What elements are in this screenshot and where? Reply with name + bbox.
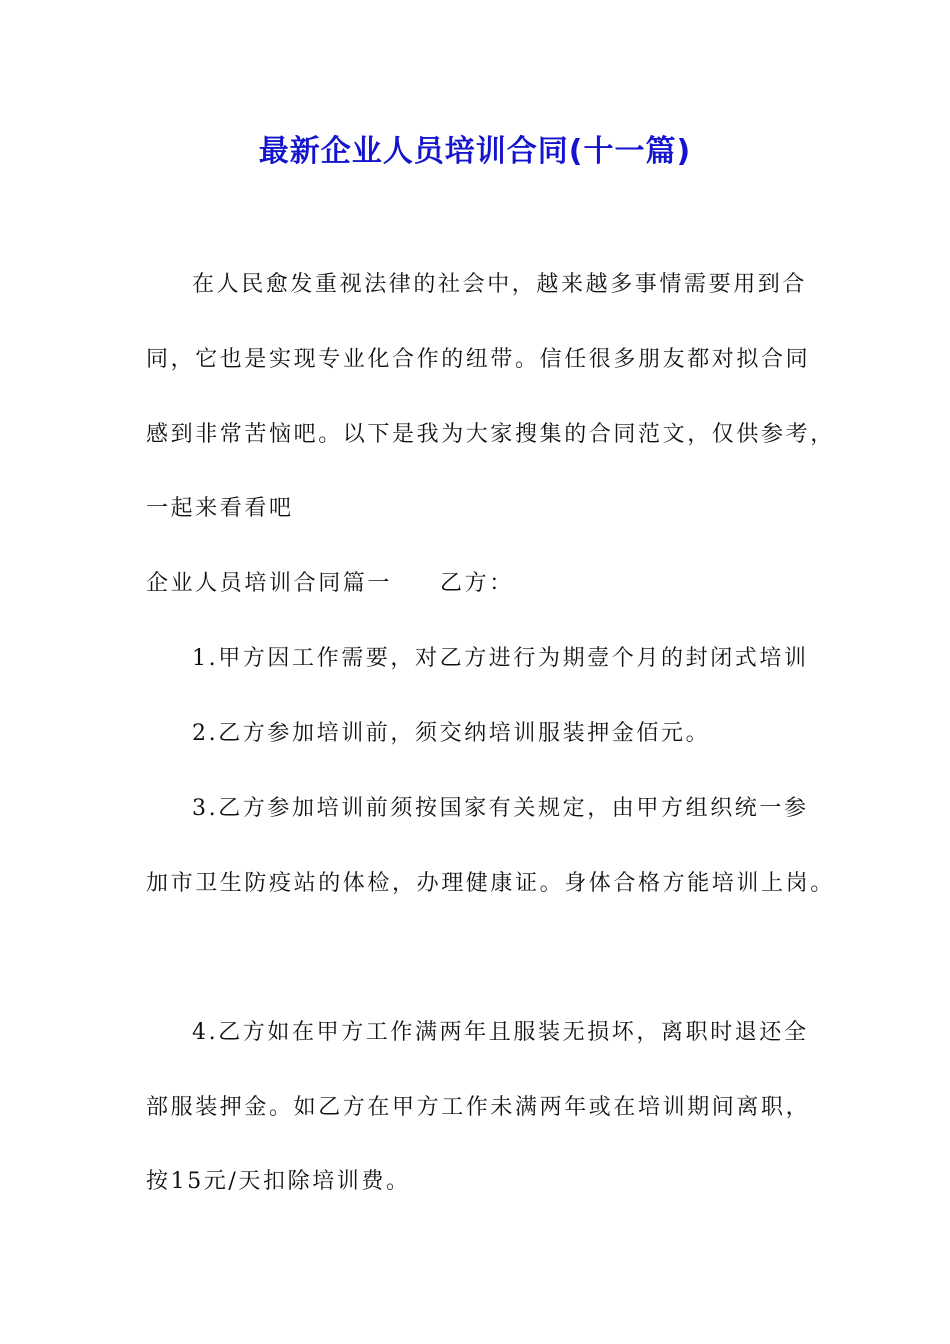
party-b-label: 乙方：	[440, 571, 514, 596]
clause-2: 2.乙方参加培训前，须交纳培训服装押金佰元。	[192, 721, 711, 746]
clause-4-line-2: 部服装押金。如乙方在甲方工作未满两年或在培训期间离职，	[146, 1095, 811, 1120]
section-heading: 企业人员培训合同篇一	[146, 571, 393, 596]
clause-1: 1.甲方因工作需要，对乙方进行为期壹个月的封闭式培训	[192, 646, 809, 671]
clause-3-line-2: 加市卫生防疫站的体检，办理健康证。身体合格方能培训上岗。	[146, 871, 835, 896]
intro-line-3: 感到非常苦恼吧。以下是我为大家搜集的合同范文，仅供参考，	[146, 422, 835, 447]
clause-3-line-1: 3.乙方参加培训前须按国家有关规定，由甲方组织统一参	[192, 796, 809, 821]
section-heading-line	[146, 569, 514, 599]
clause-4-line-1: 4.乙方如在甲方工作满两年且服装无损坏，离职时退还全	[192, 1020, 809, 1045]
intro-line-1: 在人民愈发重视法律的社会中，越来越多事情需要用到合	[192, 272, 808, 297]
document-title: 最新企业人员培训合同(十一篇)	[258, 134, 692, 169]
clause-4-line-3: 按15元/天扣除培训费。	[146, 1169, 411, 1194]
intro-line-4: 一起来看看吧	[146, 496, 294, 521]
intro-line-2: 同，它也是实现专业化合作的纽带。信任很多朋友都对拟合同	[146, 347, 811, 372]
